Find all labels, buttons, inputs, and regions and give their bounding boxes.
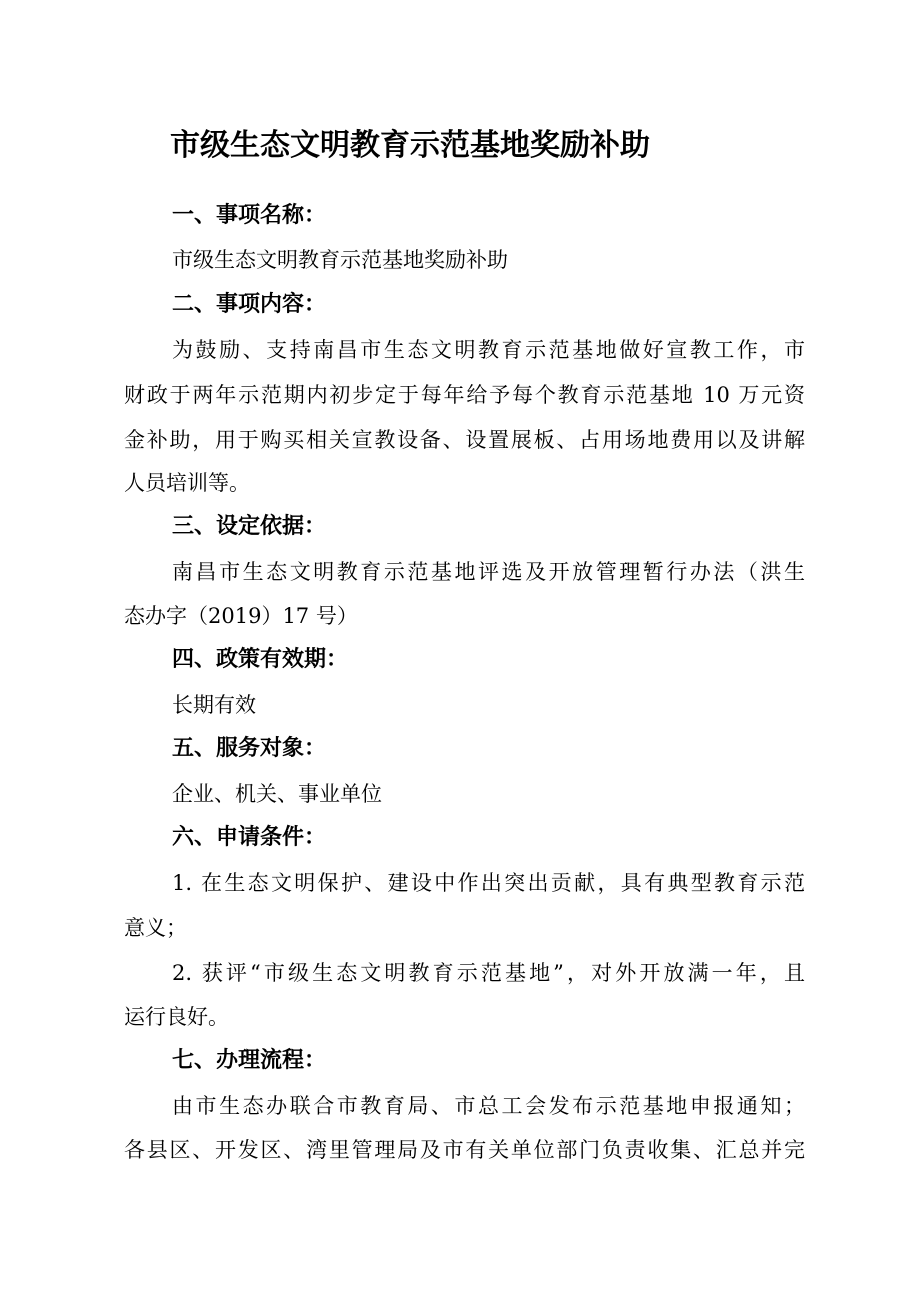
paragraph-line: 意义； bbox=[124, 916, 187, 940]
section-heading-validity: 四、政策有效期： bbox=[172, 647, 349, 672]
section-heading-item-content: 二、事项内容： bbox=[172, 292, 327, 317]
paragraph-line: 运行良好。 bbox=[124, 1005, 229, 1029]
paragraph-line: 1. 在生态文明保护、建设中作出突出贡献，具有典型教育示范 bbox=[172, 871, 805, 895]
paragraph-line: 南昌市生态文明教育示范基地评选及开放管理暂行办法（洪生 bbox=[172, 560, 805, 584]
section-text-service-target: 企业、机关、事业单位 bbox=[172, 782, 382, 806]
section-heading-procedure: 七、办理流程： bbox=[172, 1048, 327, 1073]
section-heading-item-name: 一、事项名称： bbox=[172, 203, 327, 228]
section-text-item-name: 市级生态文明教育示范基地奖励补助 bbox=[172, 248, 508, 272]
paragraph-line: 财政于两年示范期内初步定于每年给予每个教育示范基地 10 万元资 bbox=[124, 383, 805, 407]
section-heading-legal-basis: 三、设定依据： bbox=[172, 514, 327, 539]
paragraph-line: 由市生态办联合市教育局、市总工会发布示范基地申报通知； bbox=[172, 1094, 805, 1118]
paragraph-line: 人员培训等。 bbox=[124, 471, 250, 495]
paragraph-line: 各县区、开发区、湾里管理局及市有关单位部门负责收集、汇总并完 bbox=[124, 1138, 805, 1162]
section-heading-conditions: 六、申请条件： bbox=[172, 825, 327, 850]
paragraph-line: 2. 获评“市级生态文明教育示范基地”，对外开放满一年，且 bbox=[172, 961, 805, 985]
section-heading-service-target: 五、服务对象： bbox=[172, 736, 327, 761]
document-title: 市级生态文明教育示范基地奖励补助 bbox=[170, 128, 650, 163]
paragraph-line: 态办字（2019）17 号） bbox=[124, 604, 358, 628]
paragraph-line: 为鼓励、支持南昌市生态文明教育示范基地做好宣教工作，市 bbox=[172, 338, 805, 362]
paragraph-line: 金补助，用于购买相关宣教设备、设置展板、占用场地费用以及讲解 bbox=[124, 428, 805, 452]
section-text-validity: 长期有效 bbox=[172, 693, 256, 717]
